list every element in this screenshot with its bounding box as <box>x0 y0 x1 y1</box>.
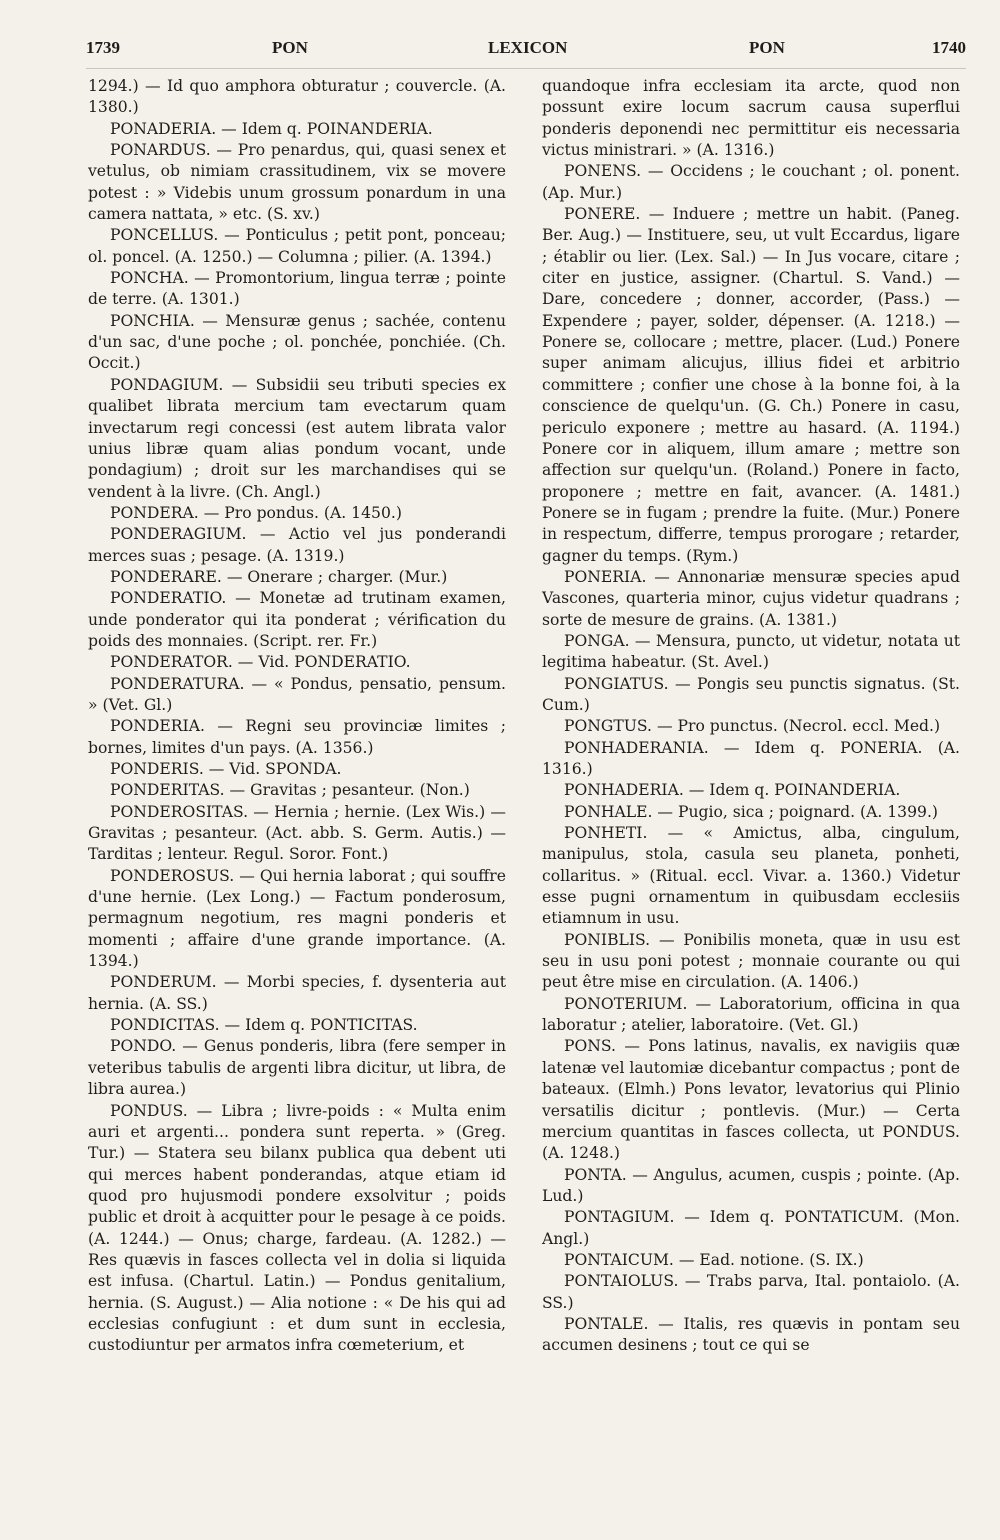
lexicon-entry: PONDUS. — Libra ; livre-poids : « Multa enim auri et argenti... pondera sunt reperta. » (Greg. Tur.) — Statera seu bilanx publica qua debent uti qui merces habent ponderandas, atque etiam id quod pro hujusmodi pondere exsolvitur ; poids public et droit à acquitter pour le pesage à ce poids. (A. 1244.) — Onus; charge, fardeau. (A. 1282.) — Res quævis in fasces collecta vel in dolia si liquida est infusa. (Chartul. Latin.) — Pondus genitalium, hernia. (S. August.) — Alia notione : « De his qui ad ecclesias confugiunt : et dum sunt in ecclesia, custodiuntur per armatos infra cœmeterium, et <box>88 1101 506 1355</box>
lexicon-entry: PONARDUS. — Pro penardus, qui, quasi senex et vetulus, ob nimiam crassitudinem, vix se movere potest : » Videbis unum grossum ponardum in una camera nattata, » etc. (S. xv.) <box>88 141 506 224</box>
right-column <box>542 76 960 1357</box>
lexicon-entry: PONERE. — Induere ; mettre un habit. (Paneg. Ber. Aug.) — Instituere, seu, ut vult Eccardus, ligare ; établir ou lier. (Lex. Sal.) — In Jus vocare, citare ; citer en justice, assigner. (Chartul. S. Vand.) — Dare, concedere ; donner, accorder, (Pass.) — Expendere ; payer, solder, dépenser. (A. 1218.) — Ponere se, collocare ; mettre, placer. (Lud.) Ponere super animam alicujus, illius fidei et arbitrio committere ; confier une chose à la bonne foi, à la conscience de quelqu'un. (G. Ch.) Ponere in casu, periculo exponere ; mettre au hasard. (A. 1194.) Ponere cor in aliquem, illum amare ; mettre son affection sur quelqu'un. (Roland.) Ponere in facto, proponere ; mettre en fait, avancer. (A. 1481.) Ponere se in fugam ; prendre la fuite. (Mur.) Ponere in respectum, differre, tempus prorogare ; retarder, gagner du temps. (Rym.) <box>542 205 960 565</box>
lexicon-entry: PONHADERIA. — Idem q. POINANDERIA. <box>564 781 901 800</box>
lexicon-entry: PONDERAGIUM. — Actio vel jus ponderandi merces suas ; pesage. (A. 1319.) <box>88 525 506 565</box>
lexicon-entry: PONDERATURA. — « Pondus, pensatio, pensum. » (Vet. Gl.) <box>88 674 506 714</box>
lexicon-entry: PONERIA. — Annonariæ mensuræ species apud Vascones, quarteria minor, cujus videtur quadrans ; sorte de mesure de grains. (A. 1381.) <box>542 567 960 629</box>
lexicon-entry: PONHETI. — « Amictus, alba, cingulum, manipulus, stola, casula seu planeta, ponheti, collaritus. » (Ritual. eccl. Vivar. a. 1360.) Videtur esse pugni ornamentum in quibusdam ecclesiis etiamnum in usu. <box>542 824 960 928</box>
lexicon-entry: PONDO. — Genus ponderis, libra (fere semper in veteribus tabulis de argenti libra dicitur, ut libra, de libra aurea.) <box>88 1037 506 1099</box>
lexicon-entry: PONHALE. — Pugio, sica ; poignard. (A. 1399.) <box>564 802 938 821</box>
lexicon-entry: PONDERUM. — Morbi species, f. dysenteria aut hernia. (A. SS.) <box>88 973 506 1013</box>
right-running-title: PON <box>749 38 785 57</box>
lexicon-entry: PONDERITAS. — Gravitas ; pesanteur. (Non.) <box>110 781 470 800</box>
lexicon-entry: quandoque infra ecclesiam ita arcte, quod non possunt exire locum sacrum causa superflui ponderis deponendi nec permittitur eis necessaria victus ministrari. » (A. 1316.) <box>542 77 960 160</box>
lexicon-entry: PONCHIA. — Mensuræ genus ; sachée, contenu d'un sac, d'une poche ; ol. ponchée, ponchiée. (Ch. Occit.) <box>88 311 506 373</box>
lexicon-entry: PONIBLIS. — Ponibilis moneta, quæ in usu est seu in usu poni potest ; monnaie courante ou qui peut être mise en circulation. (A. 1406.) <box>542 930 960 992</box>
lexicon-entry: PONDERATIO. — Monetæ ad trutinam examen, unde ponderator qui ita ponderat ; vérification du poids des monnaies. (Script. rer. Fr.) <box>88 589 506 650</box>
left-column <box>88 76 506 1357</box>
lexicon-entry: PONTAIOLUS. — Trabs parva, Ital. pontaiolo. (A. SS.) <box>542 1272 960 1312</box>
lexicon-entry: PONDAGIUM. — Subsidii seu tributi species ex qualibet librata mercium tam evectarum quam invectarum regi concessi (est autem librata valor unius libræ quam alias pondum vocant, unde pondagium) ; droit sur les marchandises qui se vendent à la livre. (Ch. Angl.) <box>88 375 506 501</box>
lexicon-entry: PONGTUS. — Pro punctus. (Necrol. eccl. Med.) <box>564 717 941 736</box>
lexicon-entry: PONENS. — Occidens ; le couchant ; ol. ponent. (Ap. Mur.) <box>542 162 960 202</box>
lexicon-entry: PONDICITAS. — Idem q. PONTICITAS. <box>110 1016 418 1035</box>
lexicon-entry: PONTAGIUM. — Idem q. PONTATICUM. (Mon. Angl.) <box>542 1208 960 1248</box>
left-page-number: 1739 <box>86 38 120 57</box>
lexicon-entry: PONDEROSUS. — Qui hernia laborat ; qui souffre d'une hernie. (Lex Long.) — Factum ponderosum, permagnum negotium, res magni ponderis et momenti ; affaire d'une grande importance. (A. 1394.) <box>88 866 506 971</box>
lexicon-entry: PONDERIS. — Vid. SPONDA. <box>110 760 342 778</box>
lexicon-entry: PONDERATOR. — Vid. PONDERATIO. <box>110 653 411 672</box>
lexicon-entry: PONGIATUS. — Pongis seu punctis signatus. (St. Cum.) <box>542 674 960 714</box>
lexicon-entry: PONGA. — Mensura, puncto, ut videtur, notata ut legitima habeatur. (St. Avel.) <box>542 631 960 672</box>
lexicon-entry: PONDERA. — Pro pondus. (A. 1450.) <box>110 503 402 522</box>
center-running-title: LEXICON <box>488 38 568 57</box>
lexicon-entry: PONADERIA. — Idem q. POINANDERIA. <box>110 119 433 138</box>
lexicon-entry: 1294.) — Id quo amphora obturatur ; couvercle. (A. 1380.) <box>88 77 506 117</box>
lexicon-entry: PONCELLUS. — Ponticulus ; petit pont, ponceau; ol. poncel. (A. 1250.) — Columna ; pilier. (A. 1394.) <box>88 226 506 266</box>
lexicon-entry: PONHADERANIA. — Idem q. PONERIA. (A. 1316.) <box>542 738 960 778</box>
right-page-number: 1740 <box>932 38 966 57</box>
lexicon-entry: PONTALE. — Italis, res quævis in pontam seu accumen desinens ; tout ce qui se <box>542 1314 960 1355</box>
lexicon-entry: PONDERIA. — Regni seu provinciæ limites ; bornes, limites d'un pays. (A. 1356.) <box>88 717 506 757</box>
lexicon-entry: PONOTERIUM. — Laboratorium, officina in qua laboratur ; atelier, laboratoire. (Vet. Gl.) <box>542 994 960 1035</box>
lexicon-entry: PONDEROSITAS. — Hernia ; hernie. (Lex Wis.) — Gravitas ; pesanteur. (Act. abb. S. Germ. Autis.) — Tarditas ; lenteur. Regul. Soror. Font.) <box>88 802 506 864</box>
lexicon-entry: PONCHA. — Promontorium, lingua terræ ; pointe de terre. (A. 1301.) <box>88 269 506 309</box>
lexicon-entry: PONTAICUM. — Ead. notione. (S. IX.) <box>564 1250 864 1269</box>
header-rule <box>86 68 966 69</box>
lexicon-entry: PONDERARE. — Onerare ; charger. (Mur.) <box>110 567 448 586</box>
running-header <box>86 38 966 66</box>
left-running-title: PON <box>272 38 308 57</box>
lexicon-entry: PONTA. — Angulus, acumen, cuspis ; pointe. (Ap. Lud.) <box>542 1165 960 1205</box>
lexicon-entry: PONS. — Pons latinus, navalis, ex navigiis quæ latenæ vel lautomiæ dicebantur compactus ; pont de bateaux. (Elmh.) Pons levator, levatorius qui Plinio versatilis dicitur ; pontlevis. (Mur.) — Certa mercium quantitas in fasces collecta, ut PONDUS. (A. 1248.) <box>542 1037 961 1163</box>
